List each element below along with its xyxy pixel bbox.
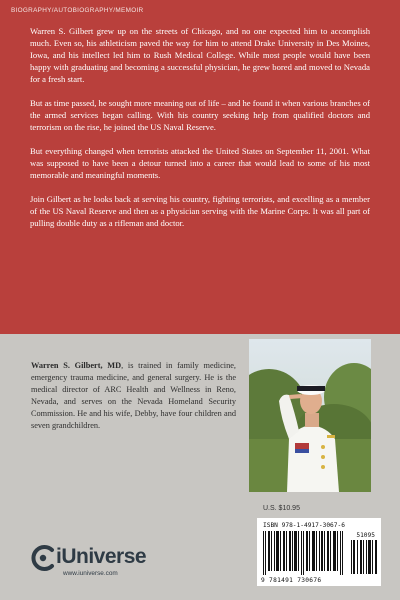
blurb-paragraph-1: Warren S. Gilbert grew up on the streets of Chicago, and no one expected him to accomplish much. Even so, his athleticism paved the way for him to attend Drake University in Des Moines, Iowa, and his intellect led him to Rush Medical College. While most people would have been happy with graduating and becoming a successful physician, he grew bored and moved to Nevada for a fresh start. (30, 26, 370, 85)
barcode (257, 518, 381, 586)
barcode-number: 9 781491 730676 (261, 577, 322, 584)
publisher-logo (30, 542, 170, 582)
isbn-number: ISBN 978-1-4917-3067-6 (263, 522, 345, 529)
author-name: Warren S. Gilbert, MD (31, 361, 122, 370)
addon-barcode-icon (351, 540, 377, 574)
saluting-officer-image (249, 339, 371, 492)
blurb-paragraph-3: But everything changed when terrorists attacked the United States on September 11, 2001. What was supposed to have been a detour turned into a career that would lead to some of his most memorable and meaningful moments. (30, 145, 370, 181)
blurb-text (30, 25, 370, 241)
price-label: U.S. $10.95 (263, 505, 300, 512)
category-label: BIOGRAPHY/AUTOBIOGRAPHY/MEMOIR (11, 7, 144, 14)
publisher-name: iUniverse (56, 545, 147, 568)
price-addon-code: 51095 (356, 532, 375, 539)
publisher-url: www.iuniverse.com (63, 570, 118, 577)
ean-barcode-icon (263, 531, 347, 575)
author-bio-text: , is trained in family medicine, emergency trauma medicine, and general surgery. He is the medical director of ARC Health and Wellness in Reno, Nevada, and serves on the Nevada Homeland Security Commission. He and his wife, Debby, have four children and seven grandchildren. (31, 361, 236, 430)
author-photo (249, 339, 371, 492)
blurb-paragraph-2: But as time passed, he sought more meaning out of life – and he found it when various branches of the armed services began calling. With his country seeking help from qualified doctors and terrorism on the rise, he joined the US Naval Reserve. (30, 98, 370, 133)
author-bio (31, 360, 236, 432)
iuniverse-swirl-icon (30, 544, 56, 572)
blurb-paragraph-4: Join Gilbert as he looks back at serving his country, fighting terrorists, and excelling as a member of the US Naval Reserve and then as a physician serving with the Marine Corps. It was all part of pulling double duty as a rifleman and doctor. (30, 193, 370, 228)
